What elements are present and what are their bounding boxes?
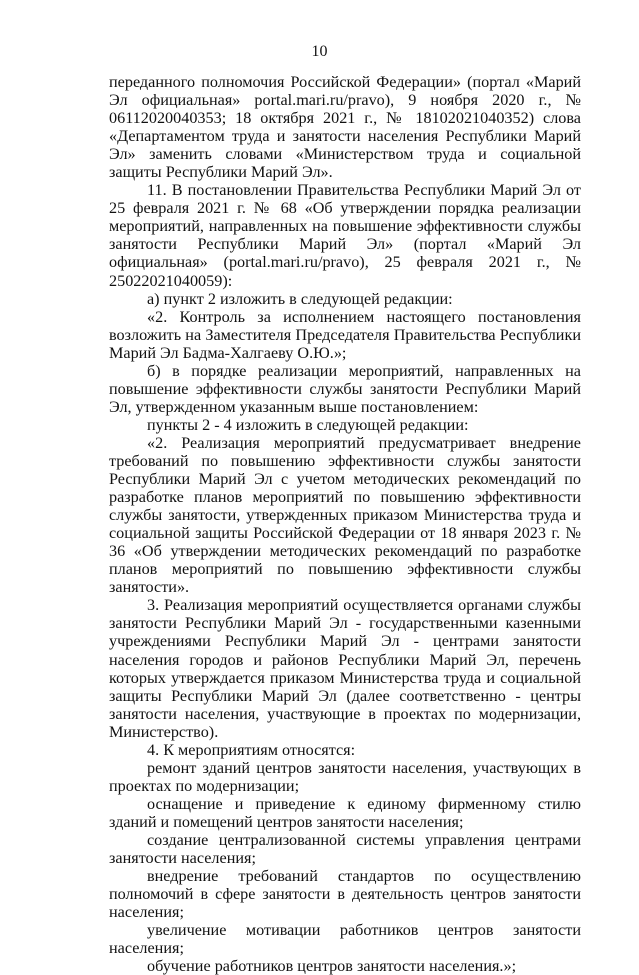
paragraph-continuation: переданного полномочия Российской Федерации» (портал «Марий Эл официальная» portal.mari.ru/pravo), 9 ноября 2020 г., № 06112020040353; 18 октября 2021 г., № 18102021040352) слова «Департаментом труда и занятости населения Республики Марий Эл» заменить словами «Министерством труда и социальной защиты Республики Марий Эл». [109,73,581,182]
list-item-renovation: ремонт зданий центров занятости населения, участвующих в проектах по модернизации; [109,758,581,795]
list-item-equipment: оснащение и приведение к единому фирменному стилю зданий и помещений центров занятости населения; [109,794,581,831]
paragraph-quote-point-2: «2. Контроль за исполнением настоящего постановления возложить на Заместителя Председателя Правительства Республики Марий Эл Бадма-Халгаеву О.Ю.»; [109,307,581,362]
paragraph-point-4: 4. К мероприятиям относятся: [147,740,356,759]
paragraph-subitem-a: а) пункт 2 изложить в следующей редакции: [147,289,453,308]
paragraph-point-3: 3. Реализация мероприятий осуществляется органами службы занятости Республики Марий Эл - государственными казенными учреждениями Республики Марий Эл - центрами занятости населения городов и районов Республики Марий Эл, перечень которых утверждается приказом Министерства труда и социальной защиты Республики Марий Эл (далее соответственно - центры занятости населения, участвующие в проектах по модернизации, Министерство). [109,596,581,741]
page-number: 10 [311,43,328,60]
paragraph-quote-point-2-implementation: «2. Реализация мероприятий предусматривает внедрение требований по повышению эффективности службы занятости Республики Марий Эл с учетом методических рекомендаций по разработке планов мероприятий по повышению эффективности службы занятости, утвержденных приказом Министерства труда и социальной защиты Российской Федерации от 18 января 2023 г. № 36 «Об утверждении методических рекомендаций по разработке планов мероприятий по повышению эффективности службы занятости». [109,433,581,597]
document-body [109,73,581,975]
list-item-centralized-system: создание централизованной системы управления центрами занятости населения; [109,830,581,868]
list-item-motivation: увеличение мотивации работников центров занятости населения; [109,921,581,958]
list-item-training: обучение работников центров занятости населения.»; [147,957,517,975]
list-item-standards: внедрение требований стандартов по осуществлению полномочий в сфере занятости в деятельность центров занятости населения; [109,867,581,922]
paragraph-item-11: 11. В постановлении Правительства Республики Марий Эл от 25 февраля 2021 г. № 68 «Об утверждении порядка реализации мероприятий, направленных на повышение эффективности службы занятости Республики Марий Эл» (портал «Марий Эл официальная» (portal.mari.ru/pravo), 25 февраля 2021 г., № 25022021040059): [109,181,581,290]
paragraph-subitem-b: б) в порядке реализации мероприятий, направленных на повышение эффективности службы занятости Республики Марий Эл, утвержденном указанным выше постановлением: [109,361,581,416]
paragraph-points-2-4: пункты 2 - 4 изложить в следующей редакции: [147,415,469,434]
